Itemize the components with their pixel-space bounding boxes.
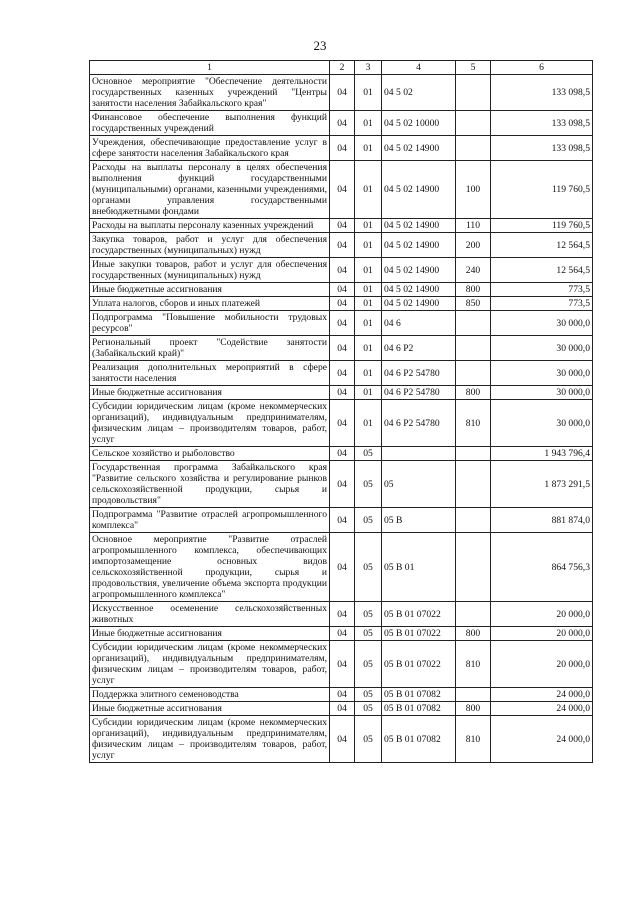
column-header-amount: 6 <box>491 61 593 75</box>
row-amount: 12 564,5 <box>491 258 593 283</box>
row-section: 04 <box>330 533 355 602</box>
row-amount: 30 000,0 <box>491 336 593 361</box>
table-row <box>90 283 593 297</box>
row-target-code: 05 В 01 07022 <box>382 627 456 641</box>
table-row <box>90 161 593 219</box>
table-row <box>90 361 593 386</box>
row-section: 04 <box>330 111 355 136</box>
row-name: Учреждения, обеспечивающие предоставление услуг в сфере занятости населения Забайкальского края <box>90 136 330 161</box>
row-name: Государственная программа Забайкальского края "Развитие сельского хозяйства и регулирование рынков сельскохозяйственной продукции, сырья и продовольствия" <box>90 461 330 508</box>
row-name: Сельское хозяйство и рыболовство <box>90 447 330 461</box>
row-section: 04 <box>330 283 355 297</box>
row-target-code: 04 6 P2 54780 <box>382 400 456 447</box>
row-name: Иные бюджетные ассигнования <box>90 386 330 400</box>
table-row <box>90 461 593 508</box>
row-target-code: 04 5 02 14900 <box>382 136 456 161</box>
row-amount: 773,5 <box>491 297 593 311</box>
row-name: Поддержка элитного семеноводства <box>90 688 330 702</box>
table-row <box>90 233 593 258</box>
row-name: Расходы на выплаты персоналу в целях обеспечения выполнения функций государственными (муниципальными) органами, казенными учреждениями, органами управления государственными внебюджетными фондами <box>90 161 330 219</box>
table-row <box>90 297 593 311</box>
row-amount: 24 000,0 <box>491 688 593 702</box>
row-subsection: 05 <box>355 508 382 533</box>
row-amount: 1 873 291,5 <box>491 461 593 508</box>
row-section: 04 <box>330 627 355 641</box>
row-section: 04 <box>330 219 355 233</box>
row-expense-type <box>456 602 491 627</box>
row-subsection: 05 <box>355 461 382 508</box>
row-target-code: 04 6 P2 <box>382 336 456 361</box>
row-section: 04 <box>330 75 355 111</box>
row-section: 04 <box>330 311 355 336</box>
row-expense-type: 810 <box>456 400 491 447</box>
row-name: Искусственное осеменение сельскохозяйственных животных <box>90 602 330 627</box>
row-subsection: 01 <box>355 219 382 233</box>
row-amount: 20 000,0 <box>491 627 593 641</box>
row-subsection: 01 <box>355 311 382 336</box>
row-name: Основное мероприятие "Обеспечение деятельности государственных казенных учреждений "Центры занятости населения Забайкальского края" <box>90 75 330 111</box>
row-name: Региональный проект "Содействие занятости (Забайкальский край)" <box>90 336 330 361</box>
row-expense-type: 110 <box>456 219 491 233</box>
row-expense-type: 810 <box>456 716 491 763</box>
table-row <box>90 447 593 461</box>
row-amount: 30 000,0 <box>491 400 593 447</box>
row-name: Подпрограмма "Повышение мобильности трудовых ресурсов" <box>90 311 330 336</box>
table-row <box>90 311 593 336</box>
row-name: Подпрограмма "Развитие отраслей агропромышленного комплекса" <box>90 508 330 533</box>
table-row <box>90 533 593 602</box>
page-number: 23 <box>313 38 327 53</box>
row-subsection: 05 <box>355 702 382 716</box>
row-name: Иные бюджетные ассигнования <box>90 702 330 716</box>
row-section: 04 <box>330 361 355 386</box>
row-target-code: 05 В 01 07082 <box>382 716 456 763</box>
row-subsection: 05 <box>355 533 382 602</box>
row-amount: 20 000,0 <box>491 641 593 688</box>
row-section: 04 <box>330 702 355 716</box>
row-target-code: 04 5 02 14900 <box>382 283 456 297</box>
row-target-code: 05 <box>382 461 456 508</box>
row-name: Расходы на выплаты персоналу казенных учреждений <box>90 219 330 233</box>
table-row <box>90 136 593 161</box>
row-amount: 24 000,0 <box>491 702 593 716</box>
row-amount: 119 760,5 <box>491 161 593 219</box>
row-name: Иные бюджетные ассигнования <box>90 627 330 641</box>
row-amount: 30 000,0 <box>491 386 593 400</box>
row-amount: 30 000,0 <box>491 361 593 386</box>
row-expense-type <box>456 533 491 602</box>
row-amount: 119 760,5 <box>491 219 593 233</box>
row-section: 04 <box>330 136 355 161</box>
row-amount: 133 098,5 <box>491 111 593 136</box>
row-subsection: 01 <box>355 111 382 136</box>
row-amount: 24 000,0 <box>491 716 593 763</box>
row-name: Субсидии юридическим лицам (кроме некоммерческих организаций), индивидуальным предпринимателям, физическим лицам – производителям товаров, работ, услуг <box>90 400 330 447</box>
table-row <box>90 336 593 361</box>
table-row <box>90 386 593 400</box>
row-subsection: 01 <box>355 233 382 258</box>
table-row <box>90 508 593 533</box>
row-name: Основное мероприятие "Развитие отраслей агропромышленного комплекса, обеспечивающих импортозамещение основных видов сельскохозяйственной продукции, сырья и продовольствия, увеличение объема экспорта продукции агропромышленного комплекса" <box>90 533 330 602</box>
column-header-subsection: 3 <box>355 61 382 75</box>
row-target-code: 05 В <box>382 508 456 533</box>
row-subsection: 01 <box>355 75 382 111</box>
row-name: Закупка товаров, работ и услуг для обеспечения государственных (муниципальных) нужд <box>90 233 330 258</box>
header-row <box>90 61 593 75</box>
row-target-code: 04 5 02 14900 <box>382 233 456 258</box>
row-amount: 30 000,0 <box>491 311 593 336</box>
row-amount: 12 564,5 <box>491 233 593 258</box>
row-name: Субсидии юридическим лицам (кроме некоммерческих организаций), индивидуальным предпринимателям, физическим лицам – производителям товаров, работ, услуг <box>90 641 330 688</box>
row-section: 04 <box>330 336 355 361</box>
row-expense-type: 800 <box>456 627 491 641</box>
row-amount: 864 756,3 <box>491 533 593 602</box>
row-target-code: 04 5 02 10000 <box>382 111 456 136</box>
row-target-code: 04 5 02 14900 <box>382 161 456 219</box>
row-amount: 1 943 796,4 <box>491 447 593 461</box>
row-expense-type <box>456 508 491 533</box>
table-row <box>90 716 593 763</box>
row-target-code: 05 В 01 07082 <box>382 702 456 716</box>
row-section: 04 <box>330 447 355 461</box>
row-expense-type <box>456 75 491 111</box>
row-subsection: 05 <box>355 716 382 763</box>
row-amount: 133 098,5 <box>491 75 593 111</box>
table-row <box>90 400 593 447</box>
row-target-code: 04 5 02 <box>382 75 456 111</box>
row-expense-type: 800 <box>456 283 491 297</box>
column-header-section: 2 <box>330 61 355 75</box>
row-section: 04 <box>330 461 355 508</box>
row-subsection: 01 <box>355 386 382 400</box>
row-section: 04 <box>330 641 355 688</box>
row-expense-type: 800 <box>456 702 491 716</box>
row-section: 04 <box>330 400 355 447</box>
table-row <box>90 641 593 688</box>
row-amount: 881 874,0 <box>491 508 593 533</box>
row-target-code: 04 6 P2 54780 <box>382 361 456 386</box>
row-expense-type: 850 <box>456 297 491 311</box>
row-subsection: 01 <box>355 400 382 447</box>
row-amount: 20 000,0 <box>491 602 593 627</box>
row-section: 04 <box>330 716 355 763</box>
row-section: 04 <box>330 297 355 311</box>
row-expense-type: 810 <box>456 641 491 688</box>
row-section: 04 <box>330 161 355 219</box>
row-target-code: 04 5 02 14900 <box>382 297 456 311</box>
row-expense-type <box>456 136 491 161</box>
row-expense-type: 100 <box>456 161 491 219</box>
row-subsection: 01 <box>355 297 382 311</box>
table-body <box>90 75 593 763</box>
row-subsection: 05 <box>355 627 382 641</box>
row-section: 04 <box>330 233 355 258</box>
row-target-code: 04 6 P2 54780 <box>382 386 456 400</box>
row-subsection: 01 <box>355 136 382 161</box>
row-section: 04 <box>330 258 355 283</box>
row-expense-type <box>456 447 491 461</box>
row-subsection: 01 <box>355 336 382 361</box>
row-target-code <box>382 447 456 461</box>
row-amount: 773,5 <box>491 283 593 297</box>
row-section: 04 <box>330 386 355 400</box>
row-target-code: 04 5 02 14900 <box>382 219 456 233</box>
row-section: 04 <box>330 688 355 702</box>
table-row <box>90 702 593 716</box>
row-subsection: 01 <box>355 161 382 219</box>
row-target-code: 05 В 01 07082 <box>382 688 456 702</box>
row-expense-type <box>456 688 491 702</box>
row-subsection: 05 <box>355 602 382 627</box>
row-target-code: 04 6 <box>382 311 456 336</box>
table-row <box>90 111 593 136</box>
row-name: Уплата налогов, сборов и иных платежей <box>90 297 330 311</box>
row-section: 04 <box>330 602 355 627</box>
budget-table <box>89 60 593 763</box>
column-header-expense-type: 5 <box>456 61 491 75</box>
row-subsection: 01 <box>355 258 382 283</box>
row-subsection: 05 <box>355 447 382 461</box>
row-expense-type: 240 <box>456 258 491 283</box>
row-subsection: 05 <box>355 641 382 688</box>
row-expense-type: 200 <box>456 233 491 258</box>
row-target-code: 05 В 01 <box>382 533 456 602</box>
row-expense-type <box>456 111 491 136</box>
row-amount: 133 098,5 <box>491 136 593 161</box>
row-section: 04 <box>330 508 355 533</box>
row-target-code: 05 В 01 07022 <box>382 602 456 627</box>
row-name: Иные бюджетные ассигнования <box>90 283 330 297</box>
table-row <box>90 219 593 233</box>
table-row <box>90 627 593 641</box>
table-row <box>90 602 593 627</box>
row-expense-type <box>456 361 491 386</box>
row-expense-type <box>456 311 491 336</box>
row-subsection: 01 <box>355 283 382 297</box>
row-name: Иные закупки товаров, работ и услуг для обеспечения государственных (муниципальных) нужд <box>90 258 330 283</box>
column-header-target-code: 4 <box>382 61 456 75</box>
row-name: Субсидии юридическим лицам (кроме некоммерческих организаций), индивидуальным предпринимателям, физическим лицам – производителям товаров, работ, услуг <box>90 716 330 763</box>
row-name: Реализация дополнительных мероприятий в сфере занятости населения <box>90 361 330 386</box>
column-header-name: 1 <box>90 61 330 75</box>
row-subsection: 05 <box>355 688 382 702</box>
row-expense-type <box>456 336 491 361</box>
row-subsection: 01 <box>355 361 382 386</box>
table-row <box>90 75 593 111</box>
row-name: Финансовое обеспечение выполнения функций государственных учреждений <box>90 111 330 136</box>
row-target-code: 05 В 01 07022 <box>382 641 456 688</box>
row-target-code: 04 5 02 14900 <box>382 258 456 283</box>
table-row <box>90 258 593 283</box>
table-row <box>90 688 593 702</box>
row-expense-type: 800 <box>456 386 491 400</box>
row-expense-type <box>456 461 491 508</box>
